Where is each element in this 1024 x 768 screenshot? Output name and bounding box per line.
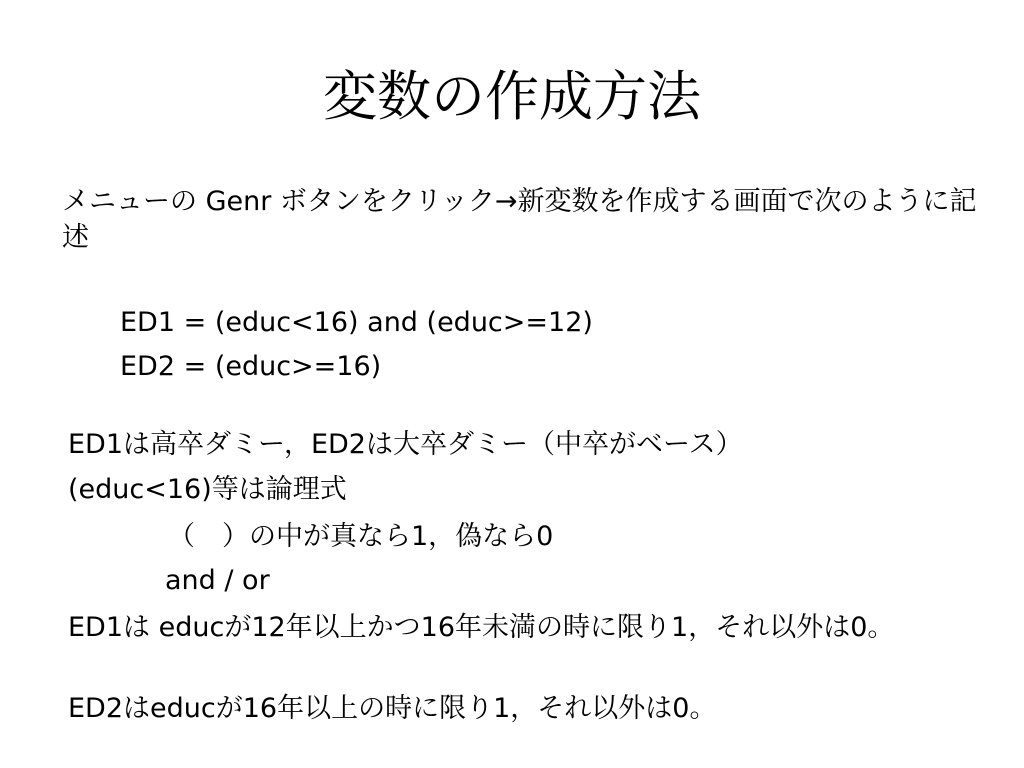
formula-ed2: ED2 = (educ>=16)	[120, 351, 382, 382]
note-ed1-explanation: ED1は educが12年以上かつ16年未満の時に限り1，それ以外は0。	[68, 612, 895, 643]
formula-ed1: ED1 = (educ<16) and (educ>=12)	[120, 307, 593, 338]
note-dummy-definition: ED1は高卒ダミー，ED2は大卒ダミー（中卒がベース）	[68, 429, 743, 460]
note-logical-expression: (educ<16)等は論理式	[68, 474, 347, 505]
slide-title: 変数の作成方法	[323, 65, 701, 128]
note-true-false: （ ）の中が真なら1，偽なら0	[168, 521, 554, 552]
intro-text: メニューの Genr ボタンをクリック→新変数を作成する画面で次のように記述	[62, 186, 977, 253]
note-and-or: and / or	[165, 565, 270, 596]
note-ed2-explanation: ED2はeducが16年以上の時に限り1，それ以外は0。	[68, 693, 717, 724]
